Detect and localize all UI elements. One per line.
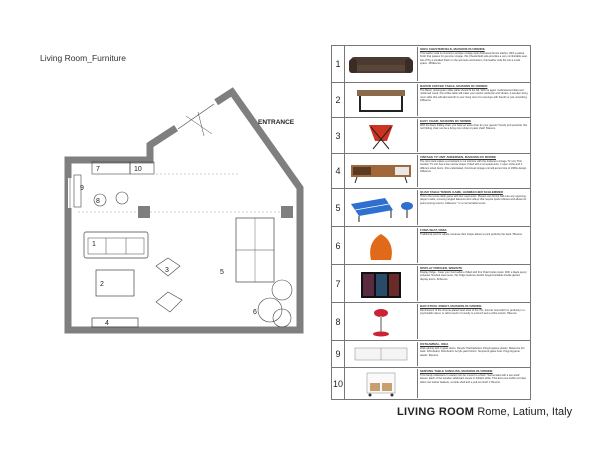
footer-room: LIVING ROOM	[397, 406, 475, 418]
coffee-table-image	[345, 84, 418, 116]
plan-label-9: 9	[80, 185, 84, 192]
page-title: Living Room_Furniture	[40, 53, 126, 63]
row-text: FUMA SEAT, FIMIA Traditional pouf for adults, because their shape allows to pick perfectly the back. 55euros	[420, 229, 522, 237]
plan-label-7: 7	[96, 166, 100, 173]
sofa-image	[345, 47, 418, 81]
row-number: 10	[332, 368, 345, 399]
row-number: 1	[332, 46, 345, 82]
row-text: DISPLAY FRIDGER, WEBSITE Display fridge - Keep your food sellers chilled with this Polar bottle cooler. With a black epoxy polyester finished steel outer, this fridge features double hinged lockable double glazed display doors. 415euros	[420, 267, 527, 281]
footer-place: Rome, Latium, Italy	[477, 406, 573, 418]
easy-chair-image	[345, 119, 418, 152]
row-number: 7	[332, 265, 345, 302]
row-text: OSTHAMMAL, IKEA Wall cabinet with 2 glass doors. Panels: Particleboard, Polypropylene plastic, Melamine foil back. Fibreboard, Fibreboard. Acrylic paint Doors: Tempered glass Feet: Polypropylene plastic. 96euros	[420, 343, 525, 357]
furniture-catalog	[331, 45, 531, 400]
bar-stool-image	[345, 304, 418, 339]
catalog-row	[332, 341, 530, 368]
row-number: 4	[332, 154, 345, 188]
row-number: 2	[332, 83, 345, 117]
row-text: SOFA CHESTERFIELD, MAISONS DU MONDE This leather sofa is covered in antique vintage style distressed brown leather. With a patina finish that passes for genuine vintage, this Chesterfield sofa provides a very comfortable seat. Set off by a studded finish on the armrests and bottom, this leather sofa fits into a small space. 1599euros	[420, 48, 528, 65]
row-text: EASY CHAIR, MAISONS DU MONDE With the Easy folding chair, you have an extra chair for your guests! Trendy and practical, this red folding chair can be a living room chair or patio chair! 69euros	[420, 120, 528, 131]
catalog-row	[332, 118, 530, 154]
serving-table-image	[345, 369, 418, 398]
catalog-row	[332, 227, 530, 265]
catalog-row	[332, 368, 530, 399]
row-text: BARON COFFEE TABLE, MAISONS DU MONDE The Baron rectangular coffee table should fit the bill. With its aged, multicoloured slats and reclaimed wood, this coffee table will make your interior authentic and vibrant. A wooden living room table that will add warmth to your living room for evenings with friends or just unwinding. 189euros	[420, 85, 528, 102]
catalog-row	[332, 46, 530, 83]
row-text: SERVING TABLE SUNGUSS, MAISONS DU MONDE This handy sideboard on casters can be moved to a flush. Surrounded with a two-shelf leaves. Each of the wooden sideboard comes in brilliant white. This all-in-one buffet unit also offers two wicker baskets, a bottle shelf and a pull-out shelf. 175euros	[420, 370, 527, 384]
plan-label-1: 1	[92, 241, 96, 248]
row-text: BAR STOOL SWEET, MAISONS DU MONDE Reminiscent of the chrome-plated steel stool of the 70s, this bar stool will fit in perfectly in a psychedelic decor, or add a touch of novelty to a bench and a white interior. 59euros	[420, 305, 525, 316]
catalog-row	[332, 303, 530, 341]
catalog-row	[332, 265, 530, 303]
wall-cabinet-image	[345, 342, 418, 366]
entrance-label: ENTRANCE	[258, 119, 295, 126]
catalog-row	[332, 154, 530, 189]
row-number: 8	[332, 303, 345, 340]
plan-label-8: 8	[96, 198, 100, 205]
footer-caption	[397, 406, 572, 418]
row-text: QUAD TABLE TENNIS GAME, HAMMACHER SCHLEMMER This is the tennis table game with four opponents. Players can hit the ball onto any opposing player's table, ensuring angled fakeouts and volleys that require quick reflexes and allows for point-scoring returns. 199euros * or a normal table tennis	[420, 191, 527, 205]
plan-label-3: 3	[165, 267, 169, 274]
tv-unit-image	[345, 155, 418, 187]
plan-label-5: 5	[220, 269, 224, 276]
plan-label-10: 10	[134, 166, 142, 173]
row-number: 9	[332, 341, 345, 367]
catalog-row	[332, 83, 530, 118]
display-fridge-image	[345, 266, 418, 301]
row-text: VINTAGE TV UNIT ANDERSEN, MAISONS DU MONDE The retro look makes a comeback in our interiors with the Andersen vintage TV unit. This wooden TV unit has a low narrow shape. Fitted with 2 compartments, 1 open niche and 2 different sized doors, this understated, functional vintage unit will accent lots of 1950s design. 349euros	[420, 156, 527, 173]
pouf-image	[345, 228, 418, 263]
catalog-row	[332, 189, 530, 227]
table-tennis-image	[345, 190, 418, 225]
plan-label-6: 6	[253, 309, 257, 316]
row-number: 3	[332, 118, 345, 153]
row-number: 6	[332, 227, 345, 264]
plan-label-2: 2	[100, 281, 104, 288]
plan-label-4: 4	[105, 320, 109, 327]
row-number: 5	[332, 189, 345, 226]
